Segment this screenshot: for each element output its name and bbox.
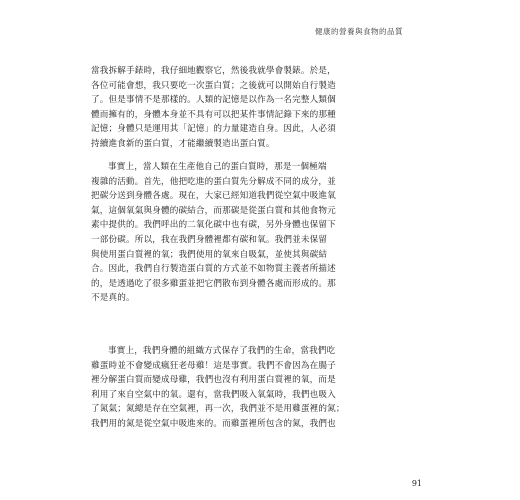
text-line: 合。因此，我們自行製造蛋白質的方式並不如物質主義者所描述 [91,264,336,275]
text-line: 當我拆解手錶時，我仔細地觀察它，然後我就學會製錶。於是， [91,66,336,76]
text-line: 事實上，我們身體的組織方式保存了我們的生命，當我們吃 [108,346,336,356]
text-line: 裡分解蛋白質而變成母雞，我們也沒有利用蛋白質裡的氧，而是 [91,375,336,386]
text-line: 事實上，當人類在生產他自己的蛋白質時，那是一個極端 [108,162,327,172]
text-line: 的，是透過吃了很多雞蛋並把它們散布到身體各處而形成的。那 [91,278,336,289]
text-line: 體而擁有的，身體本身並不具有可以把某件事情記錄下來的那種 [91,109,336,120]
text-line: 氣，這個氧氣與身體的碳結合，而那碳是從蛋白質和其他食物元 [91,205,336,216]
text-line: 素中提供的。我們呼出的二氧化碳中也有碳，另外身體也保留下 [91,220,336,231]
text-line: 雞蛋時並不會變成瘋狂老母雞！這是事實。我們不會因為在腸子 [91,360,336,371]
paragraph-3 [91,344,423,432]
text-line: 複雜的活動。首先，他把吃進的蛋白質先分解成不同的成分，並 [91,176,336,187]
text-line: 持續進食新的蛋白質，才能繼續製造出蛋白質。 [91,138,275,149]
running-header: 健康的營養與食物的品質 [315,27,403,36]
text-line: 記憶；身體只是運用其「記憶」的力量建造自身。因此，人必須 [91,124,336,135]
text-line: 把碳分送到身體各處。現在，大家已經知道我們從空氣中吸進氧 [91,191,336,202]
text-line: 了氮氣；氮總是存在空氣裡，再一次，我們並不是用雞蛋裡的氮； [91,404,345,415]
page-number: 91 [411,479,422,488]
text-line: 各位可能會想，我只要吃一次蛋白質；之後就可以開始自行製造 [91,80,336,91]
text-line: 與使用蛋白質裡的氧；我們使用的氧來自吸氣，並使其與碳結 [91,249,328,260]
paragraph-2 [91,160,423,306]
text-line: 不是真的。 [91,293,135,304]
text-line: 利用了來自空氣中的氧。還有，當我們吸入氧氣時，我們也吸入 [91,389,336,400]
text-line: 一部份碳。所以，我在我們身體裡都有碳和氧。我們並未保留 [91,234,328,245]
text-line: 我們用的氮是從空氣中吸進來的。而雞蛋裡所包含的氮，我們也 [91,418,336,429]
paragraph-1 [91,64,423,152]
text-line: 了。但是事情不是那樣的。人類的記憶是以作為一名完整人類個 [91,95,336,106]
